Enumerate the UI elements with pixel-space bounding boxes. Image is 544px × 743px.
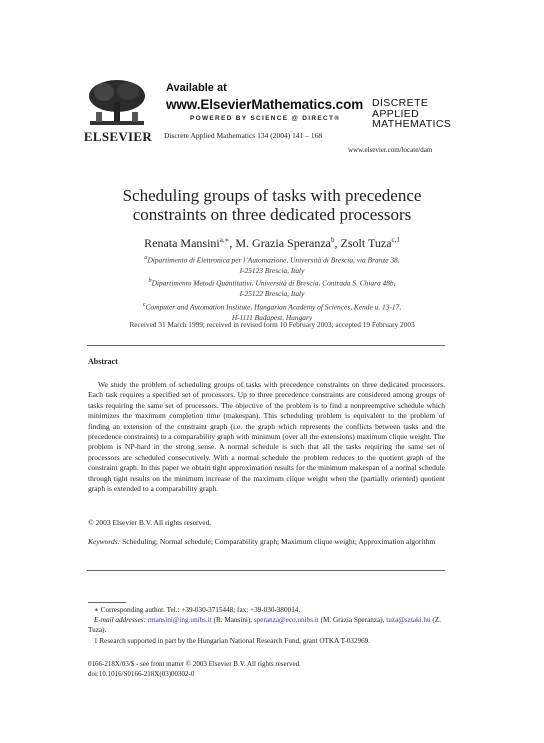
article-title bbox=[60, 186, 484, 224]
divider bbox=[87, 345, 445, 346]
funding-note: 1 Research supported in part by the Hungarian National Research Fund, grant OTKA T-032969. bbox=[94, 636, 371, 645]
divider bbox=[87, 570, 445, 571]
corresponding-author-note: ∗ Corresponding author. Tel.: +39-030-3715448; fax: +39-030-380014. bbox=[94, 606, 301, 614]
title-line: Scheduling groups of tasks with precedence bbox=[122, 186, 422, 205]
elsevier-tree-icon bbox=[84, 78, 150, 128]
affiliations bbox=[72, 253, 472, 323]
keywords bbox=[88, 537, 445, 547]
title-line: constraints on three dedicated processors bbox=[132, 205, 412, 224]
affiliation: $^c$Computer and Automation Institute, Hungarian Academy of Sciences, Kende u. 13-17, bbox=[142, 301, 402, 312]
email-link[interactable]: rmansini@ing.unibs.it bbox=[147, 616, 212, 625]
doi-line: doi:10.1016/S0166-218X(03)00302-0 bbox=[88, 669, 195, 678]
author-list: Renata Mansini$^{a,∗}$, M. Grazia Speranza$^b$, Zsolt Tuza$^{c,1}$ bbox=[144, 236, 400, 250]
publisher-name: ELSEVIER bbox=[83, 129, 153, 144]
author-sup: b bbox=[331, 236, 335, 244]
journal-title bbox=[372, 98, 451, 130]
received-dates: Received 31 March 1999; received in revised form 10 February 2003; accepted 19 February 2003 bbox=[129, 320, 415, 329]
powered-by-label: POWERED BY SCIENCE @ DIRECT® bbox=[190, 115, 341, 122]
abstract-heading: Abstract bbox=[88, 357, 118, 366]
footnote-rule bbox=[88, 602, 126, 603]
affiliation-city: I-25123 Brescia, Italy bbox=[239, 265, 305, 275]
journal-title-line: MATHEMATICS bbox=[372, 118, 452, 130]
author-sup: a,∗ bbox=[219, 236, 230, 244]
issn-line: 0166-218X/03/$ - see front matter © 2003 Elsevier B.V. All rights reserved. bbox=[88, 660, 301, 668]
email-note: E-mail addresses: rmansini@ing.unibs.it (R. Mansini), speranza@eco.unibs.it (M. Grazia Speranza), tuza@sztaki.hu (Z. Tuza). bbox=[88, 616, 441, 635]
abstract-text: We study the problem of scheduling groups of tasks with precedence constraints on three dedicated processors. Each task requires a specified set of processors. Up to three precedence constraints are considered among groups of tasks requiring the same set of processors. The objective of the problem is to find a nonpreemptive schedule which minimizes the maximum completion time (makespan). This scheduling problem is equivalent to the problem of finding an extension of the constraint graph (i.e. the graph which represents the conflicts between tasks and the precedence constraints) to a comparability graph with minimum (over all the extensions) maximum clique weight. The problem is NP-hard in the strong sense. A normal schedule is such that all the tasks requiring the same set of processors are scheduled consecutively. With a normal schedule the problem reduces to the quotient graph of the constraint graph. In this paper we obtain tight approximation results for the minimum makespan of a normal schedule through tight results on the minimum increase of the maximum clique weight when the (partially oriented) quotient graph is extended to a comparability graph. bbox=[88, 380, 445, 494]
footnotes bbox=[88, 605, 445, 646]
affiliation: $^a$Dipartimento di Elettronica per l’Automazione, Università di Brescia, via Branze 38, bbox=[144, 255, 400, 265]
author-name: Renata Mansini bbox=[144, 236, 220, 250]
page-footer bbox=[88, 660, 445, 679]
keywords-label: Keywords: bbox=[88, 537, 121, 546]
abstract-body bbox=[88, 380, 445, 494]
elsevier-logo bbox=[82, 78, 152, 150]
affiliation-city: H-1111 Budapest, Hungary bbox=[231, 312, 313, 322]
keywords-text: Scheduling; Normal schedule; Comparability graph; Maximum clique weight; Approximation algorithm bbox=[122, 537, 436, 546]
email-link[interactable]: tuza@sztaki.hu bbox=[386, 616, 431, 625]
journal-title-line: DISCRETE bbox=[372, 97, 429, 109]
journal-url-link[interactable]: www.elsevier.com/locate/dam bbox=[348, 146, 433, 154]
copyright-line: © 2003 Elsevier B.V. All rights reserved. bbox=[88, 518, 212, 527]
author-name: Zsolt Tuza bbox=[340, 236, 392, 250]
available-at-label: Available at bbox=[166, 82, 227, 94]
affiliation-city: I-25122 Brescia, Italy bbox=[239, 289, 305, 299]
author-sup: c,1 bbox=[391, 236, 400, 244]
affiliation: $^b$Dipartimento Metodi Quantitativi, Università di Brescia, Contrada S. Chiara 48b, bbox=[148, 278, 396, 288]
journal-title-line: APPLIED bbox=[372, 107, 420, 120]
site-link[interactable]: www.ElsevierMathematics.com bbox=[166, 97, 364, 112]
author-name: M. Grazia Speranza bbox=[235, 236, 332, 250]
email-link[interactable]: speranza@eco.unibs.it bbox=[253, 616, 319, 625]
journal-reference: Discrete Applied Mathematics 134 (2004) 141 – 168 bbox=[164, 131, 323, 140]
